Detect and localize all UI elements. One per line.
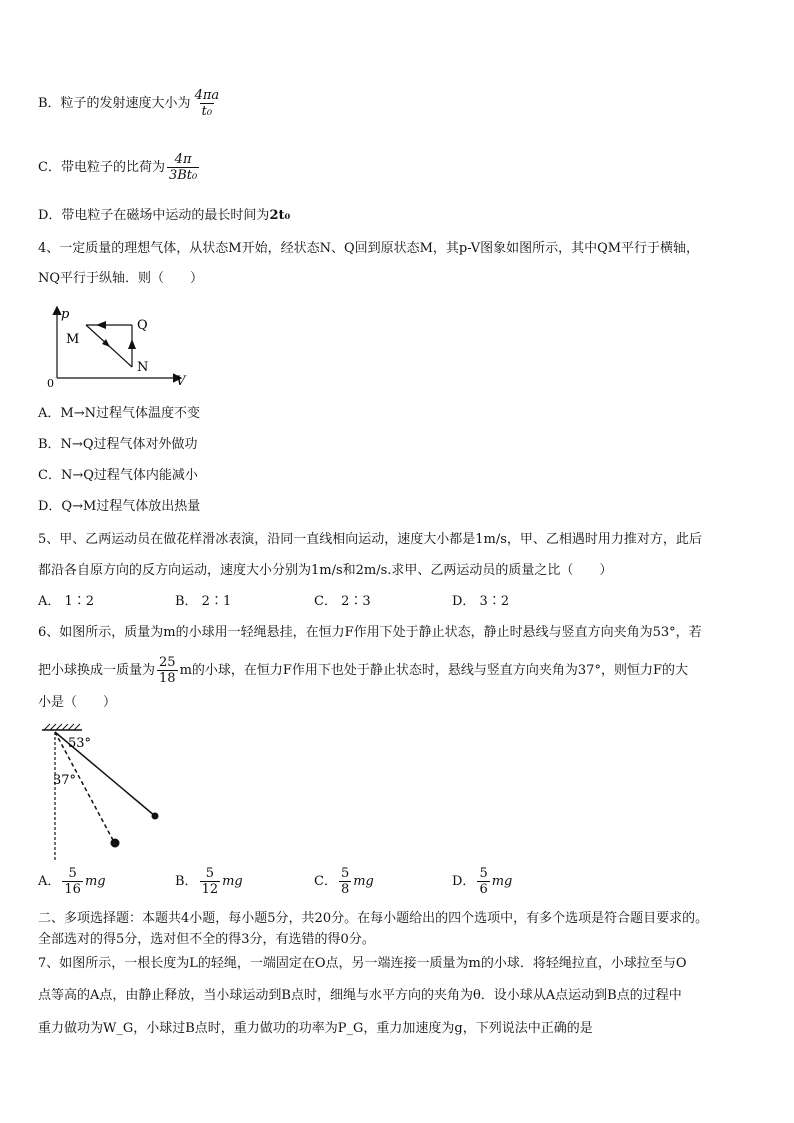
q6-stem-line3: 小是（ ）	[38, 695, 117, 710]
q5-option-a[interactable]: A． 1∶2	[38, 594, 95, 609]
q4-stem-line2: NQ平行于纵轴．则（ ）	[38, 271, 204, 286]
fraction: $\frac{4\pi}{\text{3Bt₀}}$	[168, 152, 198, 183]
q3-option-b[interactable]	[38, 88, 223, 119]
q7-stem-line1: 7、如图所示，一根长度为L的轻绳，一端固定在O点，另一端连接一质量为m的小球．将轻绳拉直，小球拉至与O	[38, 956, 687, 971]
q4-pv-graph	[40, 305, 200, 390]
q7-stem-line2: 点等高的A点，由静止释放，当小球运动到B点时，细绳与水平方向的夹角为θ．设小球从A点运动到B点的过程中	[38, 988, 682, 1003]
angle-37-label: 37°	[53, 773, 77, 788]
point-m-label: M	[66, 332, 80, 347]
q6-option-b[interactable]: B． $\frac{5}{12}$ mg	[175, 866, 243, 897]
ball-small	[152, 813, 159, 820]
q5-stem-line2: 都沿各自原方向的反方向运动，速度大小分别为1m/s和2m/s.求甲、乙两运动员的质量之比（ ）	[38, 563, 613, 578]
point-q-label: Q	[137, 318, 148, 333]
point-n-label: N	[137, 360, 149, 375]
angle-53-label: 53°	[68, 736, 92, 751]
q3-option-d[interactable]	[38, 207, 290, 225]
q6-stem-line1: 6、如图所示，质量为m的小球用一轻绳悬挂，在恒力F作用下处于静止状态，静止时悬线与竖直方向夹角为53°，若	[38, 625, 702, 640]
nq-arrow	[128, 339, 136, 349]
q6-option-a[interactable]: A． $\frac{5}{16}$ mg	[38, 866, 106, 897]
q4-stem-line1: 4、一定质量的理想气体，从状态M开始，经状态N、Q回到原状态M，其p-V图象如图所示，其中QM平行于横轴，	[38, 241, 700, 256]
fraction: $\frac{5}{8}$	[340, 866, 350, 897]
q5-option-d[interactable]: D． 3∶2	[452, 594, 510, 609]
q7-stem-line3: 重力做功为W_G，小球过B点时，重力做功的功率为P_G，重力加速度为g，下列说法中正确的是	[38, 1021, 593, 1036]
v-axis-label: V	[176, 374, 186, 389]
fraction: $\frac{4\pi a}{\text{t₀}}$	[194, 88, 220, 119]
option-value: 2t₀	[269, 208, 291, 223]
q6-option-c[interactable]: C． $\frac{5}{8}$ mg	[314, 866, 374, 897]
section2-heading-line2: 全部选对的得5分，选对但不全的得3分，有选错的得0分。	[38, 932, 375, 947]
section2-heading-line1: 二、多项选择题：本题共4小题，每小题5分，共20分。在每小题给出的四个选项中，有多个选项是符合题目要求的。	[38, 911, 709, 926]
q5-option-b[interactable]: B． 2∶1	[175, 594, 232, 609]
fraction: $\frac{5}{6}$	[479, 866, 488, 897]
fraction: $\frac{5}{16}$	[64, 866, 81, 897]
fraction: $\frac{5}{12}$	[201, 866, 219, 897]
option-label: C．带电粒子的比荷为	[38, 160, 165, 175]
option-label: B．粒子的发射速度大小为	[38, 96, 191, 111]
option-label: D．带电粒子在磁场中运动的最长时间为	[38, 208, 270, 223]
q6-option-d[interactable]: D． $\frac{5}{6}$ mg	[452, 866, 513, 897]
ceiling-hatch	[44, 724, 80, 730]
p-axis-label: p	[61, 307, 70, 322]
q4-option-b[interactable]: B．N→Q过程气体对外做功	[38, 437, 198, 452]
q5-stem-line1: 5、甲、乙两运动员在做花样滑冰表演，沿同一直线相向运动，速度大小都是1m/s，甲、乙相遇时用力推对方，此后	[38, 532, 702, 547]
q4-option-d[interactable]: D．Q→M过程气体放出热量	[38, 499, 201, 514]
ball-large	[111, 839, 120, 848]
q4-option-c[interactable]: C．N→Q过程气体内能减小	[38, 468, 198, 483]
qm-arrow	[96, 321, 106, 329]
q6-stem-line2: 把小球换成一质量为 $\frac{25}{18}$ m的小球，在恒力F作用下也处于静止状态时，悬线与竖直方向夹角为37°，则恒力F的大	[38, 655, 688, 686]
q3-option-c[interactable]	[38, 152, 201, 183]
q4-option-a[interactable]: A．M→N过程气体温度不变	[38, 406, 200, 421]
q6-pendulum-figure	[38, 722, 178, 867]
fraction: $\frac{25}{18}$	[159, 655, 176, 686]
origin-label: 0	[47, 377, 54, 390]
q5-option-c[interactable]: C． 2∶3	[314, 594, 371, 609]
